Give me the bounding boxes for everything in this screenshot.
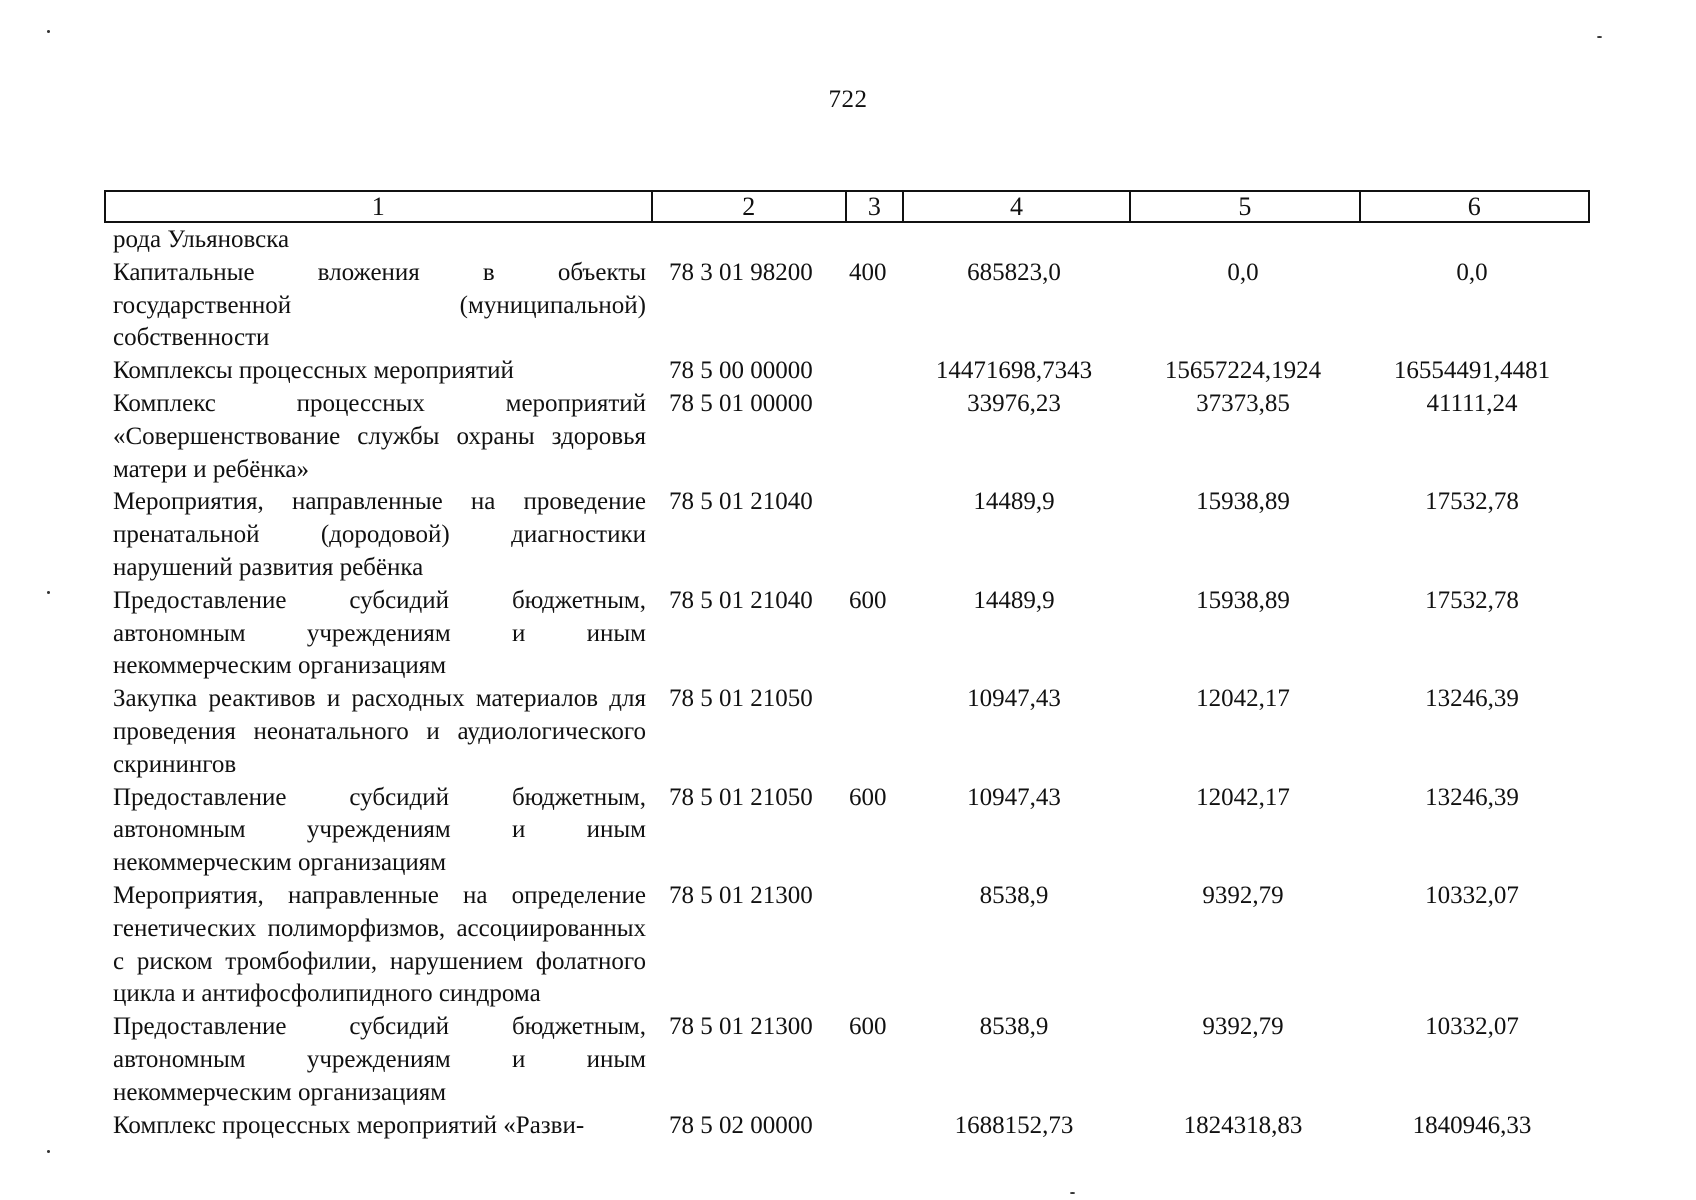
- header-col-4: 4: [904, 192, 1131, 221]
- row-type: [843, 683, 900, 781]
- row-value-6: 17532,78: [1425, 488, 1519, 516]
- table-row: [104, 486, 1590, 584]
- table-row: [104, 1110, 1590, 1143]
- row-value-6: [1358, 224, 1586, 257]
- row-name: Мероприятия, направленные на определение генетических полиморфизмов, ассоциированных с риском тромбофилии, нарушением фолатного цикла и антифосфолипидного синдрома: [113, 881, 646, 1008]
- row-name: Предоставление субсидий бюджетным, автономным учреждениям и иным некоммерческим организациям: [113, 1013, 646, 1106]
- row-code: 78 5 01 21040: [669, 488, 813, 516]
- row-type: 600: [849, 1013, 887, 1041]
- row-code: 78 5 02 00000: [669, 1111, 813, 1139]
- row-value-4: 10947,43: [967, 685, 1061, 713]
- row-name: Капитальные вложения в объекты государственной (муниципальной) собственности: [113, 258, 646, 352]
- header-col-6: 6: [1467, 192, 1481, 221]
- header-col-5: 5: [1131, 192, 1360, 221]
- row-value-4: 14471698,7343: [935, 357, 1093, 385]
- row-value-6: 0,0: [1456, 258, 1488, 286]
- row-code: 78 5 01 21300: [669, 881, 813, 909]
- scan-speck: [47, 1150, 50, 1153]
- row-name: Комплекс процессных мероприятий «Разви-: [113, 1111, 585, 1139]
- row-value-6: 17532,78: [1425, 586, 1519, 614]
- row-value-5: 15938,89: [1196, 488, 1290, 516]
- table-row: [104, 388, 1590, 486]
- row-type: [843, 388, 900, 486]
- table-header: [104, 190, 1590, 223]
- row-value-5: 1824318,83: [1183, 1111, 1303, 1139]
- row-type: [843, 1110, 900, 1143]
- row-type: [843, 355, 900, 388]
- row-type: [843, 224, 900, 257]
- row-name: Мероприятия, направленные на проведение пренатальной (дородовой) диагностики нарушений развития ребёнка: [113, 488, 646, 581]
- row-value-5: 15938,89: [1196, 586, 1290, 614]
- row-value-4: 14489,9: [973, 488, 1055, 516]
- header-col-2: 2: [653, 192, 847, 221]
- row-type: 600: [849, 783, 887, 811]
- row-name: Предоставление субсидий бюджетным, автономным учреждениям и иным некоммерческим организациям: [113, 586, 646, 680]
- row-value-5: 9392,79: [1202, 1013, 1284, 1041]
- row-value-6: 1840946,33: [1412, 1111, 1532, 1139]
- row-value-4: 8538,9: [979, 1013, 1049, 1041]
- row-value-4: [900, 224, 1128, 257]
- row-code: 78 5 01 21050: [669, 685, 813, 713]
- table-row: [104, 1011, 1590, 1109]
- row-name: Комплекс процессных мероприятий «Совершенствование службы охраны здоровья матери и ребёнка»: [113, 389, 646, 483]
- row-name: рода Ульяновска: [113, 226, 290, 253]
- row-value-6: 10332,07: [1425, 881, 1519, 909]
- row-value-4: 33976,23: [967, 389, 1061, 417]
- row-type: 600: [849, 586, 887, 614]
- row-value-6: 10332,07: [1425, 1013, 1519, 1041]
- row-value-4: 10947,43: [967, 783, 1061, 811]
- page-number: 722: [828, 86, 868, 113]
- scan-speck: [47, 30, 50, 33]
- row-value-5: 0,0: [1227, 258, 1259, 286]
- row-value-4: 1688152,73: [954, 1111, 1074, 1139]
- row-value-5: 15657224,1924: [1164, 357, 1322, 385]
- row-value-5: 12042,17: [1196, 685, 1290, 713]
- header-col-1: 1: [106, 192, 653, 221]
- table-row: [104, 880, 1590, 1011]
- row-value-6: 13246,39: [1425, 783, 1519, 811]
- row-code: 78 5 01 21300: [669, 1013, 813, 1041]
- row-name: Закупка реактивов и расходных материалов для проведения неонатального и аудиологического скринингов: [113, 685, 646, 778]
- row-code: 78 5 01 21050: [669, 783, 813, 811]
- row-code: 78 3 01 98200: [669, 258, 813, 286]
- table-row: [104, 782, 1590, 880]
- table-row: [104, 355, 1590, 388]
- table-body: [104, 224, 1590, 1142]
- row-type: [843, 486, 900, 584]
- row-name: Предоставление субсидий бюджетным, автономным учреждениям и иным некоммерческим организациям: [113, 783, 646, 877]
- row-value-5: [1128, 224, 1358, 257]
- header-col-3: 3: [847, 192, 904, 221]
- scan-speck: [47, 591, 50, 594]
- table-row: [104, 585, 1590, 683]
- table-row: [104, 224, 1590, 257]
- row-value-5: 37373,85: [1196, 389, 1290, 417]
- row-code: 78 5 01 00000: [669, 389, 813, 417]
- row-type: [843, 880, 900, 1011]
- row-value-4: 14489,9: [973, 586, 1055, 614]
- scan-speck: [1070, 1192, 1075, 1194]
- row-code: 78 5 00 00000: [669, 357, 813, 385]
- row-value-4: 685823,0: [967, 258, 1061, 286]
- row-code: 78 5 01 21040: [669, 586, 813, 614]
- row-name: Комплексы процессных мероприятий: [113, 357, 514, 385]
- row-code: [648, 224, 843, 257]
- row-value-6: 16554491,4481: [1393, 357, 1551, 385]
- row-value-4: 8538,9: [979, 881, 1049, 909]
- row-type: 400: [849, 258, 887, 286]
- table-row: [104, 683, 1590, 781]
- scan-speck: [1597, 36, 1602, 38]
- row-value-6: 41111,24: [1426, 389, 1518, 417]
- row-value-6: 13246,39: [1425, 685, 1519, 713]
- table-row: [104, 257, 1590, 355]
- row-value-5: 9392,79: [1202, 881, 1284, 909]
- row-value-5: 12042,17: [1196, 783, 1290, 811]
